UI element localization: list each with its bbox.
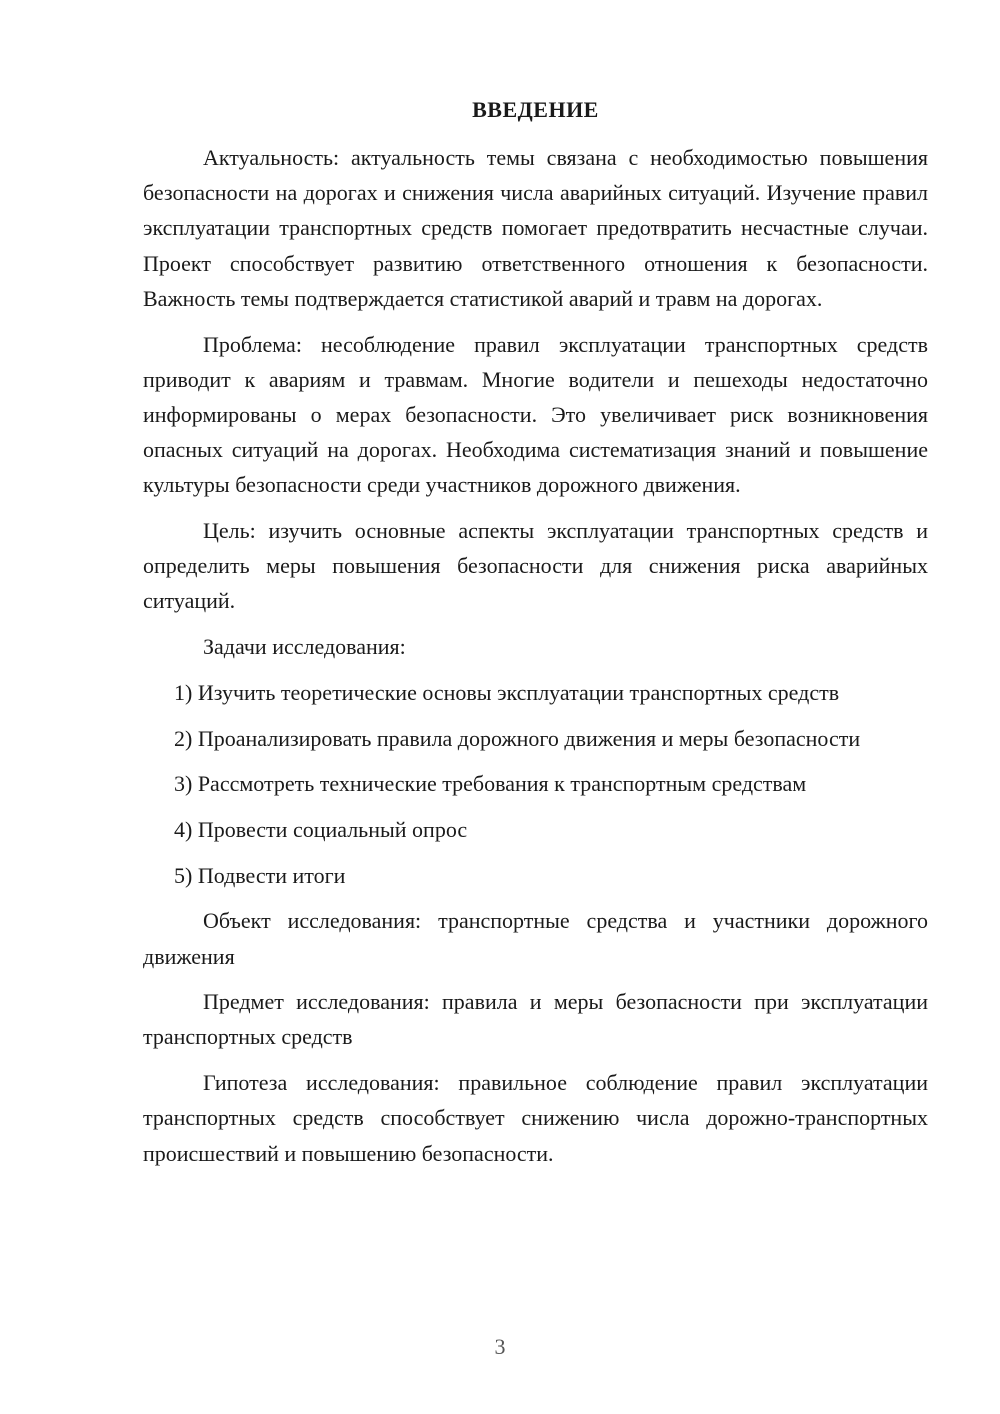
task-item-5: 5) Подвести итоги (174, 862, 346, 888)
problem-paragraph: Проблема: несоблюдение правил эксплуатации транспортных средств приводит к авариям и травмам. Многие водители и пешеходы недостаточно информированы о мерах безопасности. Это увеличивает риск возникновения опасных ситуаций на дорогах. Необходима систематизация знаний и повышение культуры безопасности среди участников дорожного движения. (143, 331, 928, 498)
task-item-4: 4) Провести социальный опрос (174, 816, 468, 842)
tasks-heading: Задачи исследования: (203, 634, 406, 660)
page-title: ВВЕДЕНИЕ (472, 97, 599, 122)
subject-paragraph: Предмет исследования: правила и меры безопасности при эксплуатации транспортных средств (143, 989, 928, 1050)
hypothesis-paragraph: Гипотеза исследования: правильное соблюдение правил эксплуатации транспортных средств способствует снижению числа дорожно-транспортных происшествий и повышению безопасности. (143, 1070, 928, 1166)
task-item-2: 2) Проанализировать правила дорожного движения и меры безопасности (174, 725, 861, 751)
goal-paragraph: Цель: изучить основные аспекты эксплуатации транспортных средств и определить меры повышения безопасности для снижения риска аварийных ситуаций. (143, 518, 928, 614)
task-item-1: 1) Изучить теоретические основы эксплуатации транспортных средств (174, 679, 840, 705)
task-item-3: 3) Рассмотреть технические требования к транспортным средствам (174, 771, 807, 797)
page-number: 3 (494, 1334, 506, 1359)
document-page (143, 92, 928, 1181)
relevance-paragraph: Актуальность: актуальность темы связана с необходимостью повышения безопасности на дорогах и снижения числа аварийных ситуаций. Изучение правил эксплуатации транспортных средств помогает предотвратить несчастные случаи. Проект способствует развитию ответственного отношения к безопасности. Важность темы подтверждается статистикой аварий и травм на дорогах. (143, 145, 928, 311)
object-paragraph: Объект исследования: транспортные средства и участники дорожного движения (143, 908, 928, 969)
